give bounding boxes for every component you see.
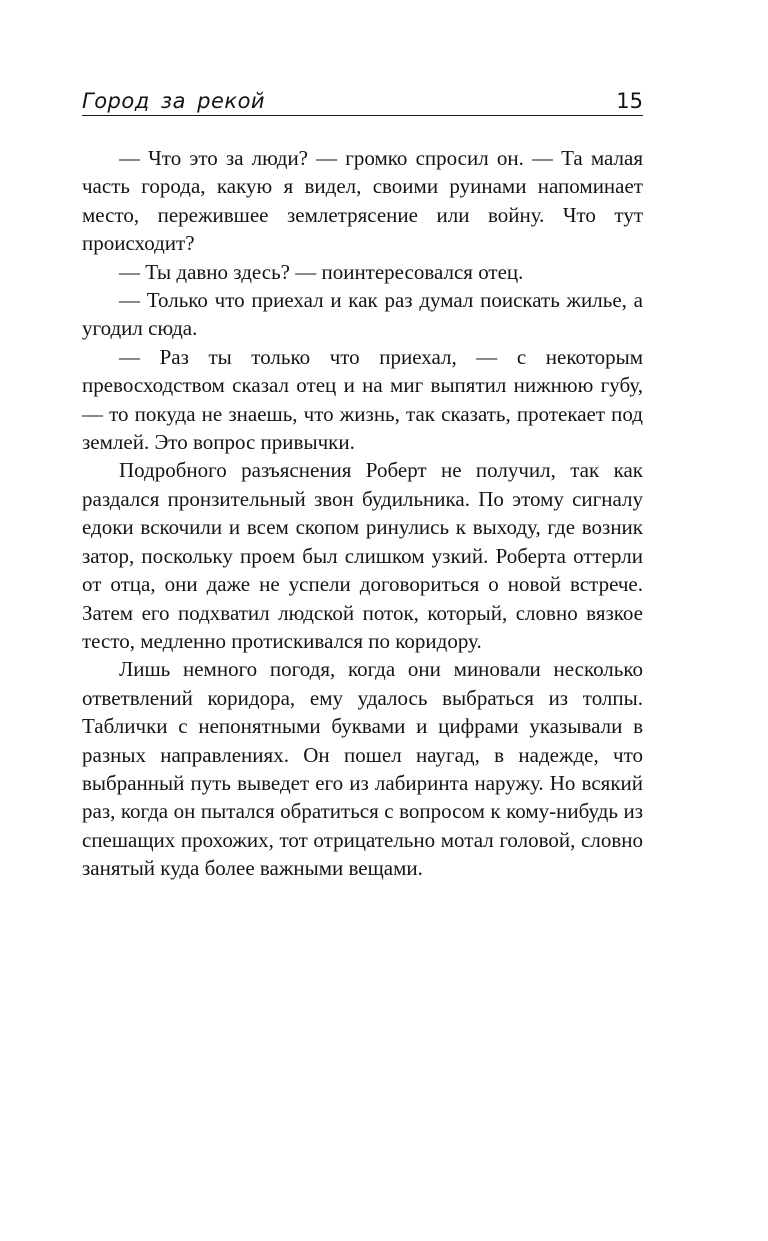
- running-header: [82, 86, 643, 116]
- body-text: [82, 144, 643, 883]
- paragraph-6: Лишь немного погодя, когда они миновали несколько ответвлений коридора, ему удалось выбраться из толпы. Таблички с непонятными буквами и цифрами указывали в разных направлениях. Он пошел наугад, в надежде, что выбранный путь выведет его из лабиринта наружу. Но всякий раз, когда он пытался обратиться с вопросом к кому-нибудь из спешащих прохожих, тот отрицательно мотал головой, словно занятый куда более важными вещами.: [82, 657, 643, 881]
- running-title: Город за рекой: [82, 89, 266, 113]
- paragraph-1: — Что это за люди? — громко спросил он. — Та малая часть города, какую я видел, своими руинами напоминает место, пережившее землетрясение или войну. Что тут происходит?: [82, 146, 643, 256]
- paragraph-3: — Только что приехал и как раз думал поискать жилье, а угодил сюда.: [82, 288, 643, 341]
- book-page: [82, 86, 643, 883]
- paragraph-2: — Ты давно здесь? — поинтересовался отец.: [119, 259, 524, 284]
- paragraph-5: Подробного разъяснения Роберт не получил, так как раздался пронзительный звон будильника. По этому сигналу едоки вскочили и всем скопом ринулись к выходу, где возник затор, поскольку проем был слишком узкий. Роберта оттерли от отца, они даже не успели договориться о новой встрече. Затем его подхватил людской поток, который, словно вязкое тесто, медленно протискивался по коридору.: [82, 458, 643, 653]
- paragraph-4: — Раз ты только что приехал, — с некоторым превосходством сказал отец и на миг выпятил нижнюю губу, — то покуда не знаешь, что жизнь, так сказать, протекает под землей. Это вопрос привычки.: [82, 344, 643, 455]
- page-number: 15: [616, 89, 643, 113]
